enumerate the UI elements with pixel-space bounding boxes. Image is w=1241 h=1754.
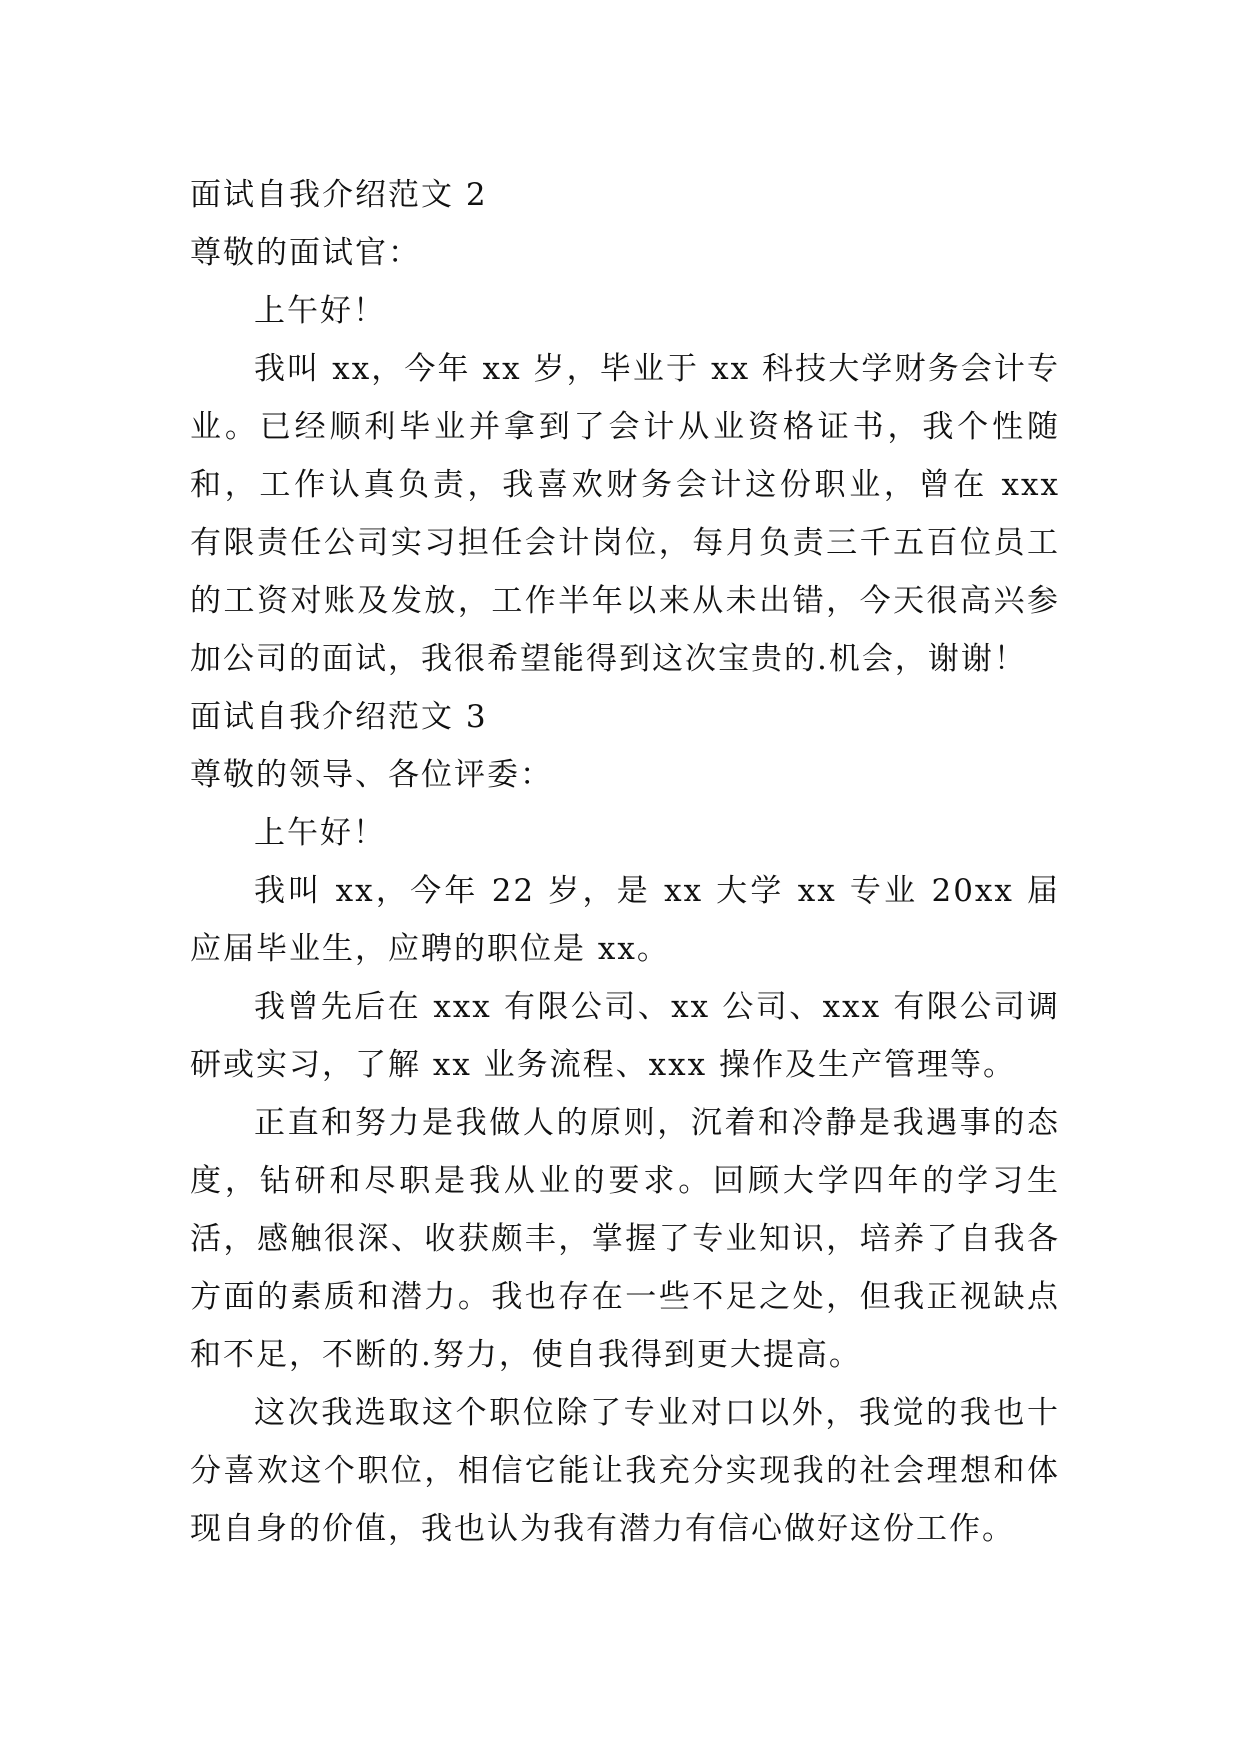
salutation: 尊敬的面试官：	[190, 235, 421, 271]
section-title: 面试自我介绍范文 2	[190, 177, 488, 213]
paragraph: 我叫 xx，今年 22 岁，是 xx 大学 xx 专业 20xx 届应届毕业生，应聘的职位是 xx。	[190, 873, 1060, 967]
paragraph: 我叫 xx，今年 xx 岁，毕业于 xx 科技大学财务会计专业。已经顺利毕业并拿到了会计从业资格证书，我个性随和，工作认真负责，我喜欢财务会计这份职业，曾在 xxx 有限责任公司实习担任会计岗位，每月负责三千五百位员工的工资对账及发放，工作半年以来从未出错，今天很高兴参加公司的面试，我很希望能得到这次宝贵的.机会，谢谢！	[190, 351, 1060, 677]
greeting: 上午好！	[254, 815, 386, 851]
greeting: 上午好！	[254, 293, 386, 329]
paragraph: 这次我选取这个职位除了专业对口以外，我觉的我也十分喜欢这个职位，相信它能让我充分实现我的社会理想和体现自身的价值，我也认为我有潜力有信心做好这份工作。	[190, 1395, 1060, 1547]
paragraph: 正直和努力是我做人的原则，沉着和冷静是我遇事的态度，钻研和尽职是我从业的要求。回顾大学四年的学习生活，感触很深、收获颇丰，掌握了专业知识，培养了自我各方面的素质和潜力。我也存在一些不足之处，但我正视缺点和不足，不断的.努力，使自我得到更大提高。	[190, 1105, 1060, 1373]
section-3	[190, 688, 1060, 1558]
document-body	[190, 166, 1060, 1558]
section-title: 面试自我介绍范文 3	[190, 699, 488, 735]
section-2	[190, 166, 1060, 688]
salutation: 尊敬的领导、各位评委：	[190, 757, 553, 793]
paragraph: 我曾先后在 xxx 有限公司、xx 公司、xxx 有限公司调研或实习，了解 xx 业务流程、xxx 操作及生产管理等。	[190, 989, 1060, 1083]
